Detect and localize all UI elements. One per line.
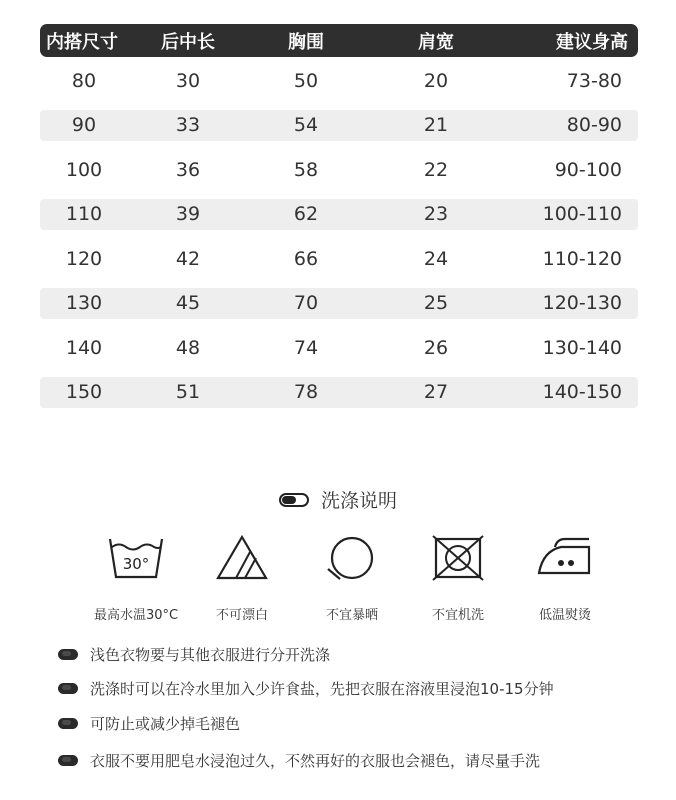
- no-bleach-icon: [212, 533, 272, 583]
- table-cell: 74: [293, 336, 319, 359]
- table-cell: 90: [71, 114, 97, 136]
- no-machine-wash-icon: [428, 533, 488, 583]
- table-cell: 42: [175, 247, 201, 270]
- tip-text: 浅色衣物要与其他衣服进行分开洗涤: [90, 645, 331, 664]
- table-cell: 62: [293, 203, 319, 225]
- header-shoulder: 肩宽: [418, 31, 454, 53]
- table-cell: 80-90: [566, 114, 622, 136]
- tip-text: 可防止或减少掉毛褪色: [90, 714, 241, 733]
- tip-item: [58, 748, 658, 772]
- tip-item: [58, 711, 658, 735]
- table-row: [40, 288, 638, 319]
- table-cell: 140-150: [542, 381, 622, 403]
- table-cell: 54: [293, 114, 319, 136]
- table-cell: 36: [175, 158, 201, 181]
- care-item-no-machine-wash: [398, 533, 518, 623]
- table-cell: 58: [293, 158, 319, 181]
- bullet-icon: [58, 755, 78, 766]
- table-cell: 20: [423, 69, 449, 92]
- wash-title: [0, 486, 676, 513]
- table-row: [40, 243, 638, 274]
- table-cell: 140: [65, 336, 103, 359]
- tip-text: 衣服不要用肥皂水浸泡过久，不然再好的衣服也会褪色，请尽量手洗: [90, 751, 541, 770]
- wash-30-icon: [106, 533, 166, 583]
- table-row: [40, 154, 638, 185]
- care-item-no-sun-dry: [292, 533, 412, 623]
- table-cell: 66: [293, 247, 319, 270]
- low-iron-icon: [535, 533, 595, 583]
- table-row: [40, 65, 638, 96]
- wash-title-text: 洗涤说明: [320, 490, 397, 512]
- table-cell: 51: [175, 381, 201, 403]
- table-cell: 120: [65, 247, 103, 270]
- care-label-no-sun-dry: 不宜暴晒: [325, 608, 378, 623]
- table-cell: 80: [71, 69, 97, 92]
- table-cell: 39: [175, 203, 201, 225]
- table-cell: 25: [423, 292, 449, 314]
- care-label-low-iron: 低温熨烫: [538, 608, 591, 623]
- header-back-length: 后中长: [161, 31, 215, 53]
- care-label-wash-30: 最高水温30°C: [93, 608, 179, 623]
- table-row: [40, 332, 638, 363]
- table-cell: 100-110: [542, 203, 622, 225]
- table-cell: 110: [65, 203, 103, 225]
- table-cell: 70: [293, 292, 319, 314]
- table-cell: 100: [65, 158, 103, 181]
- table-cell: 21: [423, 114, 449, 136]
- table-cell: 23: [423, 203, 449, 225]
- table-cell: 27: [423, 381, 449, 403]
- table-cell: 73-80: [566, 69, 622, 92]
- table-cell: 130: [65, 292, 103, 314]
- tip-item: [58, 642, 658, 666]
- care-item-no-bleach: [182, 533, 302, 623]
- bullet-icon: [58, 683, 78, 694]
- care-item-low-iron: [505, 533, 625, 623]
- table-cell: 130-140: [542, 336, 622, 359]
- table-row: [40, 377, 638, 408]
- table-cell: 26: [423, 336, 449, 359]
- table-cell: 120-130: [542, 292, 622, 314]
- tip-text: 洗涤时可以在冷水里加入少许食盐，先把衣服在溶液里浸泡10-15分钟: [90, 680, 554, 698]
- size-table-header: [40, 24, 638, 57]
- table-cell: 45: [175, 292, 201, 314]
- tip-item: [58, 677, 658, 701]
- table-cell: 33: [175, 114, 201, 136]
- care-icons: [0, 533, 676, 623]
- size-table: [40, 24, 638, 408]
- table-row: [40, 199, 638, 230]
- no-sun-dry-icon: [322, 533, 382, 583]
- care-label-no-bleach: 不可漂白: [215, 608, 268, 623]
- table-cell: 24: [423, 247, 449, 270]
- header-chest: 胸围: [288, 31, 324, 53]
- table-cell: 90-100: [554, 158, 622, 181]
- toggle-icon: [279, 493, 309, 507]
- table-cell: 110-120: [542, 247, 622, 270]
- header-inner-size: 内搭尺寸: [46, 31, 118, 53]
- table-row: [40, 110, 638, 141]
- bullet-icon: [58, 649, 78, 660]
- table-cell: 150: [65, 381, 103, 403]
- wash-tips: [58, 642, 658, 783]
- table-cell: 50: [293, 69, 319, 92]
- table-cell: 78: [293, 381, 319, 403]
- table-cell: 48: [175, 336, 201, 359]
- care-label-no-machine-wash: 不宜机洗: [431, 608, 484, 623]
- wash-30-icon-text: 30°: [122, 555, 150, 573]
- care-item-wash-30: [76, 533, 196, 623]
- bullet-icon: [58, 718, 78, 729]
- header-height: 建议身高: [556, 31, 628, 53]
- table-cell: 30: [175, 69, 201, 92]
- table-cell: 22: [423, 158, 449, 181]
